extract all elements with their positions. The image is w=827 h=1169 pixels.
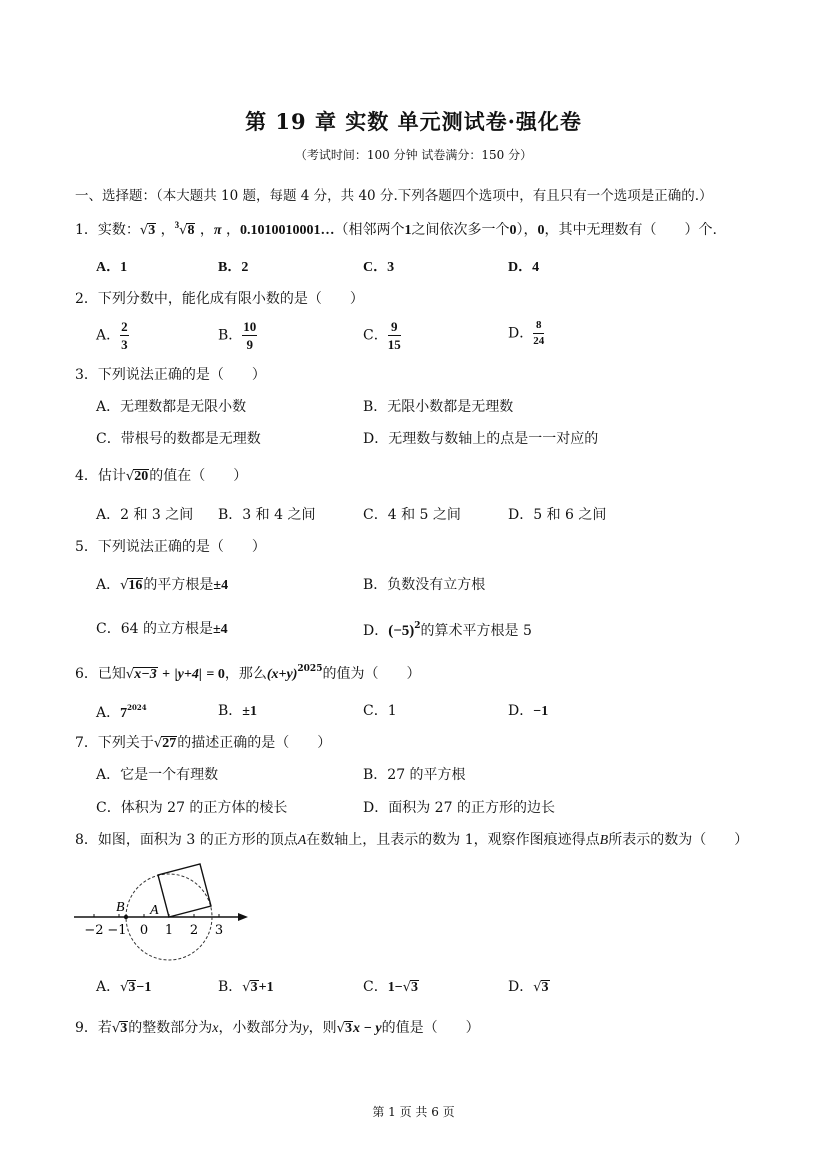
- question-2: 2．下列分数中，能化成有限小数的是（ ）: [75, 291, 364, 307]
- tick-label: 1: [164, 923, 174, 938]
- page-title: 第 19 章 实数 单元测试卷·强化卷: [245, 109, 582, 134]
- question-5: 5．下列说法正确的是（ ）: [75, 539, 266, 555]
- q6-option-a[interactable]: A．$7^{2024}$: [96, 703, 147, 721]
- q3-option-c[interactable]: C．带根号的数都是无理数: [96, 431, 261, 447]
- q1-option-c[interactable]: C．3: [363, 260, 395, 275]
- q4-option-d[interactable]: D．5 和 6 之间: [508, 507, 607, 523]
- q8-option-c[interactable]: C．1−√3: [363, 979, 418, 995]
- q3-option-a[interactable]: A．无理数都是无限小数: [96, 399, 247, 415]
- page-footer: 第 1 页 共 6 页: [372, 1105, 455, 1119]
- q8-option-a[interactable]: A．√3−1: [96, 979, 152, 995]
- number-line-figure: [72, 852, 257, 967]
- tick-label: 3: [214, 923, 224, 938]
- tick-label: 2: [189, 923, 199, 938]
- q1-option-a[interactable]: A．1: [96, 260, 128, 275]
- exam-info: （考试时间：100 分钟 试卷满分：150 分）: [294, 148, 533, 162]
- question-9: 9．若√3的整数部分为x，小数部分为y，则√3x − y的值是（ ）: [75, 1020, 480, 1036]
- question-3: 3．下列说法正确的是（ ）: [75, 367, 266, 383]
- question-4: 4．估计√20的值在（ ）: [75, 468, 248, 484]
- q8-option-b[interactable]: B．√3+1: [218, 979, 274, 995]
- q5-option-a[interactable]: A．√16的平方根是±4: [96, 577, 229, 593]
- question-1: 1．实数：√3 ，$^3$√8 ，π ，0.1010010001…（相邻两个1之间依次多一个0），0，其中无理数有（ ）个.: [75, 220, 717, 238]
- question-8: 8．如图，面积为 3 的正方形的顶点A在数轴上，且表示的数为 1，观察作图痕迹得点B所表示的数为（ ）: [75, 832, 749, 848]
- tick-label: −1: [107, 923, 127, 938]
- point-b-label: B: [116, 900, 125, 915]
- q8-option-d[interactable]: D．√3: [508, 979, 549, 995]
- q5-option-b[interactable]: B．负数没有立方根: [363, 577, 486, 593]
- q5-option-c[interactable]: C．64 的立方根是±4: [96, 621, 228, 637]
- tick-label: −2: [84, 923, 104, 938]
- q2-option-c[interactable]: C． $\frac{9}{15}$: [363, 319, 401, 352]
- q7-option-b[interactable]: B．27 的平方根: [363, 767, 466, 783]
- q7-option-d[interactable]: D．面积为 27 的正方形的边长: [363, 800, 555, 816]
- q4-option-b[interactable]: B．3 和 4 之间: [218, 507, 316, 523]
- q2-option-a[interactable]: A． $\frac{2}{3}$: [96, 319, 128, 352]
- q6-option-d[interactable]: D．−1: [508, 703, 549, 719]
- q5-option-d[interactable]: D．$(-5)^2$的算术平方根是 5: [363, 621, 532, 639]
- q7-option-c[interactable]: C．体积为 27 的正方体的棱长: [96, 800, 288, 816]
- q2-option-d[interactable]: D． $\frac{8}{24}$: [508, 319, 545, 347]
- point-b-dot: [124, 915, 128, 919]
- axis-arrow-icon: [238, 913, 248, 921]
- q6-option-c[interactable]: C．1: [363, 703, 397, 719]
- q3-option-d[interactable]: D．无理数与数轴上的点是一一对应的: [363, 431, 599, 447]
- q4-option-a[interactable]: A．2 和 3 之间: [96, 507, 194, 523]
- q7-option-a[interactable]: A．它是一个有理数: [96, 767, 219, 783]
- q4-option-c[interactable]: C．4 和 5 之间: [363, 507, 461, 523]
- question-6: 6．已知√x−3 + |y+4| = 0，那么$(x+y)^{2025}$的值为（ ）: [75, 664, 421, 682]
- point-a-label: A: [150, 903, 159, 918]
- tick-label: 0: [139, 923, 149, 938]
- q6-option-b[interactable]: B．±1: [218, 703, 257, 719]
- q1-number: 1．实数：: [75, 222, 140, 238]
- section-heading: 一、选择题：（本大题共 10 题，每题 4 分，共 40 分.下列各题四个选项中，有且只有一个选项是正确的.）: [75, 188, 713, 204]
- q3-option-b[interactable]: B．无限小数都是无理数: [363, 399, 514, 415]
- question-7: 7．下列关于√27的描述正确的是（ ）: [75, 735, 332, 751]
- q1-option-d[interactable]: D．4: [508, 260, 540, 275]
- q1-option-b[interactable]: B．2: [218, 260, 249, 275]
- q2-option-b[interactable]: B． $\frac{10}{9}$: [218, 319, 257, 352]
